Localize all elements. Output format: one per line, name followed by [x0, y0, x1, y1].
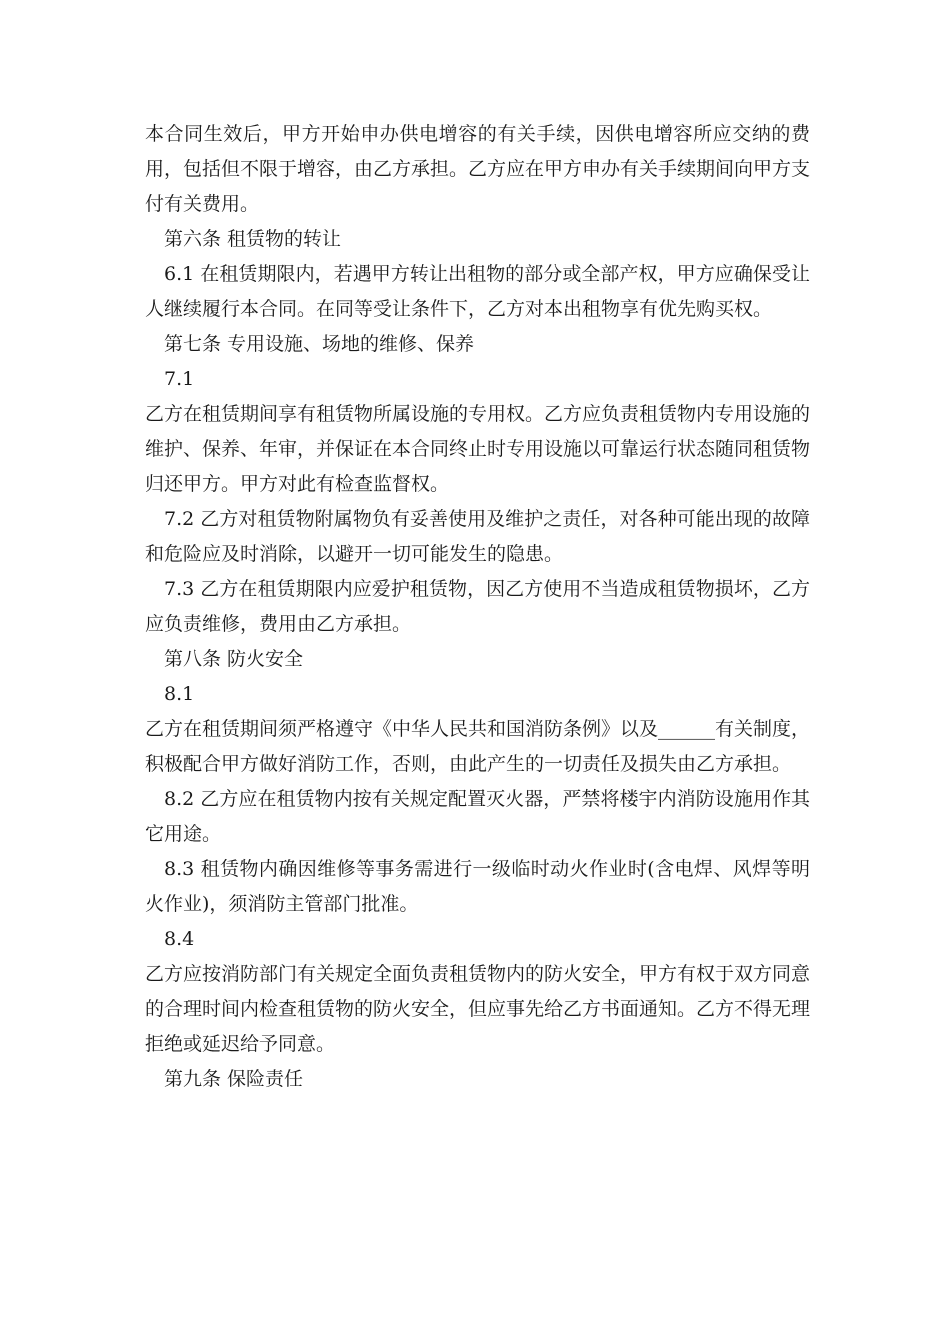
clause-8-1-number: 8.1 — [164, 683, 195, 705]
clause-7-1-number: 7.1 — [164, 368, 195, 390]
clause-7-3: 7.3 乙方在租赁期限内应爱护租赁物，因乙方使用不当造成租赁物损坏，乙方应负责维修，费用由乙方承担。 — [145, 578, 810, 635]
clause-8-4-number: 8.4 — [164, 928, 195, 950]
clause-8-4-text: 乙方应按消防部门有关规定全面负责租赁物内的防火安全，甲方有权于双方同意的合理时间内检查租赁物的防火安全，但应事先给乙方书面通知。乙方不得无理拒绝或延迟给予同意。 — [145, 963, 811, 1055]
paragraph-power-capacity: 本合同生效后，甲方开始申办供电增容的有关手续，因供电增容所应交纳的费用，包括但不限于增容，由乙方承担。乙方应在甲方申办有关手续期间向甲方支付有关费用。 — [145, 123, 811, 215]
heading-article-9: 第九条 保险责任 — [164, 1068, 304, 1090]
heading-article-6: 第六条 租赁物的转让 — [164, 228, 342, 250]
clause-8-2: 8.2 乙方应在租赁物内按有关规定配置灭火器，严禁将楼宇内消防设施用作其它用途。 — [145, 788, 810, 845]
clause-7-2: 7.2 乙方对租赁物附属物负有妥善使用及维护之责任，对各种可能出现的故障和危险应及时消除，以避开一切可能发生的隐患。 — [145, 508, 810, 565]
heading-article-7: 第七条 专用设施、场地的维修、保养 — [164, 333, 475, 355]
clause-8-3: 8.3 租赁物内确因维修等事务需进行一级临时动火作业时(含电焊、风焊等明火作业)，须消防主管部门批准。 — [145, 858, 810, 915]
clause-6-1: 6.1 在租赁期限内，若遇甲方转让出租物的部分或全部产权，甲方应确保受让人继续履行本合同。在同等受让条件下，乙方对本出租物享有优先购买权。 — [145, 263, 810, 320]
document-body — [145, 117, 810, 1097]
clause-8-1-text: 乙方在租赁期间须严格遵守《中华人民共和国消防条例》以及______有关制度，积极配合甲方做好消防工作，否则，由此产生的一切责任及损失由乙方承担。 — [145, 718, 811, 775]
heading-article-8: 第八条 防火安全 — [164, 648, 304, 670]
clause-7-1-text: 乙方在租赁期间享有租赁物所属设施的专用权。乙方应负责租赁物内专用设施的维护、保养、年审，并保证在本合同终止时专用设施以可靠运行状态随同租赁物归还甲方。甲方对此有检查监督权。 — [145, 403, 811, 495]
